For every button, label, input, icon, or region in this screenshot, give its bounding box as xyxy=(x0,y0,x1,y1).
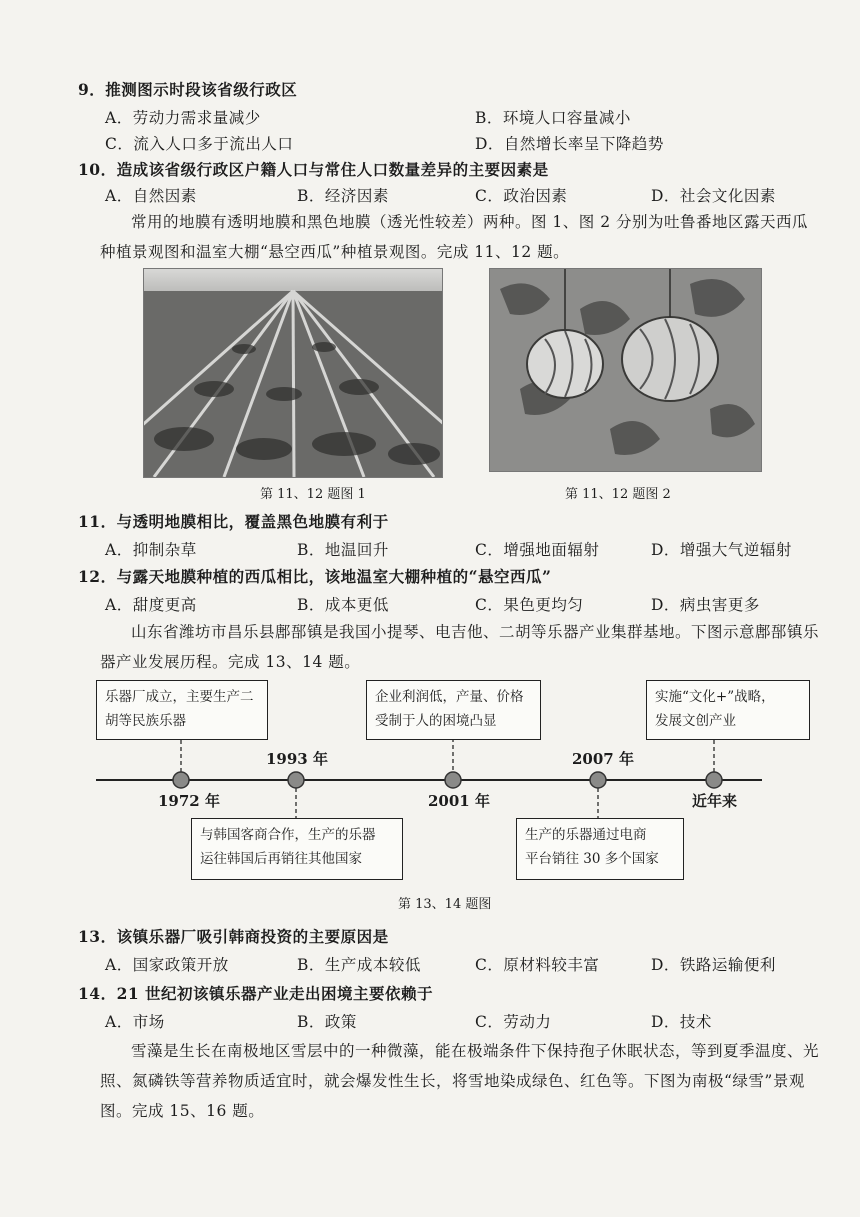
timeline-caption: 第 13、14 题图 xyxy=(398,897,492,912)
timeline-node-1993 xyxy=(288,772,304,788)
figure-1-caption: 第 11、12 题图 1 xyxy=(260,487,366,502)
q13-option-b: B．生产成本较低 xyxy=(297,956,421,974)
question-14-stem: 14．21 世纪初该镇乐器产业走出困境主要依赖于 xyxy=(78,984,434,1003)
question-13-stem: 13．该镇乐器厂吸引韩商投资的主要原因是 xyxy=(78,927,389,946)
box-2001-line-1: 企业利润低，产量、价格 xyxy=(375,689,524,705)
q12-option-c: C．果色更均匀 xyxy=(475,596,584,614)
q10-option-c: C．政治因素 xyxy=(475,187,568,205)
timeline-node-2007 xyxy=(590,772,606,788)
q9-option-c: C．流入人口多于流出人口 xyxy=(105,135,294,153)
year-label-1993: 1993 年 xyxy=(266,750,328,768)
timeline-node-2001 xyxy=(445,772,461,788)
q14-option-c: C．劳动力 xyxy=(475,1013,552,1031)
box-1993-line-1: 与韩国客商合作，生产的乐器 xyxy=(200,827,376,843)
q11-option-d: D．增强大气逆辐射 xyxy=(651,541,792,559)
passage-instrument-industry: 山东省潍坊市昌乐县鄌郚镇是我国小提琴、电吉他、二胡等乐器产业集群基地。下图示意鄌郚镇乐器产业发展历程。完成 13、14 题。 xyxy=(100,623,820,671)
question-10-stem: 10．造成该省级行政区户籍人口与常住人口数量差异的主要因素是 xyxy=(78,160,549,179)
timeline-box-recent xyxy=(646,680,810,740)
box-1972-line-1: 乐器厂成立，主要生产二 xyxy=(105,689,254,705)
q12-option-d: D．病虫害更多 xyxy=(651,596,760,614)
box-1972-line-2: 胡等民族乐器 xyxy=(105,713,186,729)
box-2001-line-2: 受制于人的困境凸显 xyxy=(375,713,497,729)
passage-mulch-film: 常用的地膜有透明地膜和黑色地膜（透光性较差）两种。图 1、图 2 分别为吐鲁番地区露天西瓜种植景观图和温室大棚“悬空西瓜”种植景观图。完成 11、12 题。 xyxy=(100,213,809,261)
year-label-1972: 1972 年 xyxy=(158,792,220,810)
question-9-stem: 9．推测图示时段该省级行政区 xyxy=(78,80,298,99)
box-recent-line-1: 实施“文化+”战略， xyxy=(655,689,775,705)
box-recent-line-2: 发展文创产业 xyxy=(655,713,736,729)
q13-option-d: D．铁路运输便利 xyxy=(651,956,776,974)
q9-option-b: B．环境人口容量减小 xyxy=(475,109,631,127)
q11-option-a: A．抑制杂草 xyxy=(105,541,197,559)
timeline-box-1972 xyxy=(96,680,268,740)
question-12-stem: 12．与露天地膜种植的西瓜相比，该地温室大棚种植的“悬空西瓜” xyxy=(78,567,552,586)
q14-option-b: B．政策 xyxy=(297,1013,357,1031)
question-11-stem: 11．与透明地膜相比，覆盖黑色地膜有利于 xyxy=(78,512,389,531)
year-label-2001: 2001 年 xyxy=(428,792,490,810)
q11-option-c: C．增强地面辐射 xyxy=(475,541,600,559)
timeline-node-recent xyxy=(706,772,722,788)
q12-option-a: A．甜度更高 xyxy=(105,596,197,614)
year-label-2007: 2007 年 xyxy=(572,750,634,768)
q14-option-a: A．市场 xyxy=(105,1013,165,1031)
timeline-node-1972 xyxy=(173,772,189,788)
box-1993-line-2: 运往韩国后再销往其他国家 xyxy=(200,851,362,867)
box-2007-line-2: 平台销往 30 多个国家 xyxy=(525,851,659,867)
passage-snow-algae: 雪藻是生长在南极地区雪层中的一种微藻，能在极端条件下保持孢子休眠状态，等到夏季温度、光照、氮磷铁等营养物质适宜时，就会爆发性生长，将雪地染成绿色、红色等。下图为南极“绿雪”景观图。完成 15、16 题。 xyxy=(100,1042,820,1120)
timeline-box-2001 xyxy=(366,680,541,740)
q14-option-d: D．技术 xyxy=(651,1013,712,1031)
figure-2-caption: 第 11、12 题图 2 xyxy=(565,487,671,502)
q9-option-a: A．劳动力需求量减少 xyxy=(105,109,261,127)
q13-option-c: C．原材料较丰富 xyxy=(475,956,600,974)
box-2007-line-1: 生产的乐器通过电商 xyxy=(525,827,647,843)
q11-option-b: B．地温回升 xyxy=(297,541,389,559)
q13-option-a: A．国家政策开放 xyxy=(105,956,229,974)
q10-option-b: B．经济因素 xyxy=(297,187,389,205)
q12-option-b: B．成本更低 xyxy=(297,596,389,614)
year-label-recent: 近年来 xyxy=(692,792,738,810)
timeline-box-2007 xyxy=(516,818,684,880)
q10-option-d: D．社会文化因素 xyxy=(651,187,776,205)
q9-option-d: D．自然增长率呈下降趋势 xyxy=(475,135,664,153)
q10-option-a: A．自然因素 xyxy=(105,187,197,205)
timeline-box-1993 xyxy=(191,818,403,880)
